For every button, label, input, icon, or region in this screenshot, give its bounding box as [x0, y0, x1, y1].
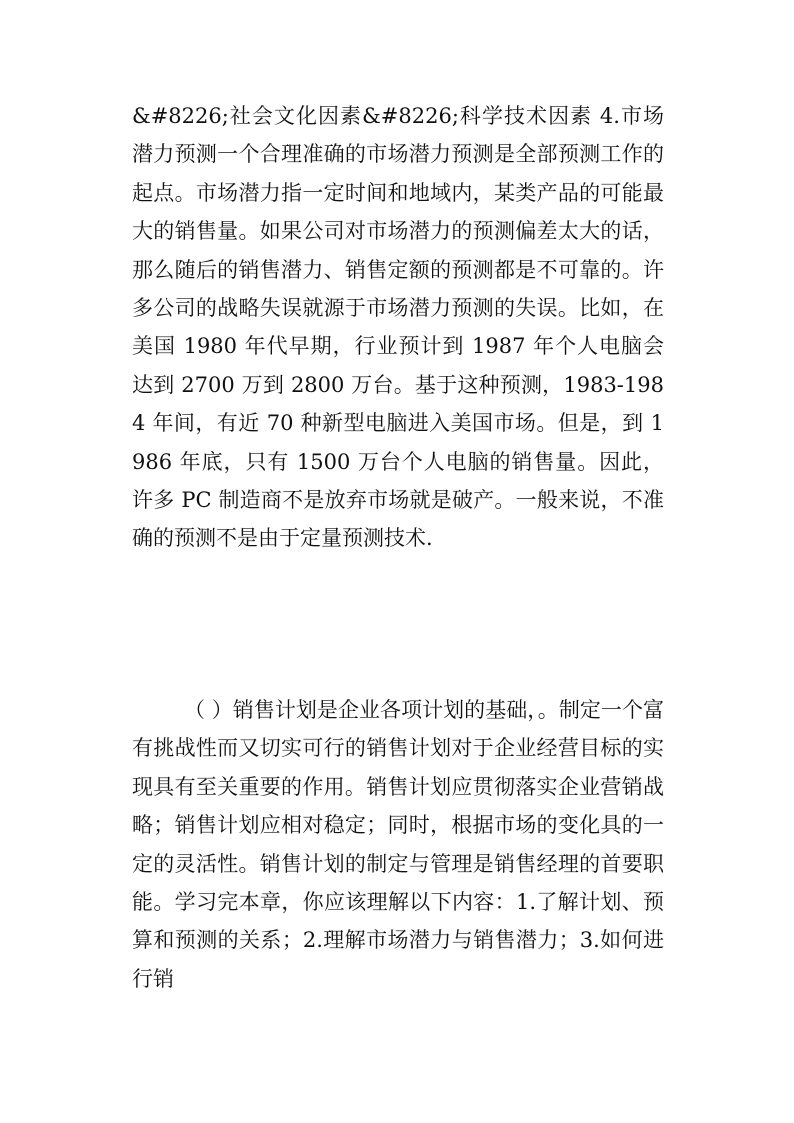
paragraph-market-potential: &#8226;社会文化因素&#8226;科学技术因素 4.市场潜力预测一个合理准确的市场潜力预测是全部预测工作的起点。市场潜力指一定时间和地域内，某类产品的可能最大的销售量。如果公司对市场潜力的预测偏差太大的话，那么随后的销售潜力、销售定额的预测都是不可靠的。许多公司的战略失误就源于市场潜力预测的失误。比如，在美国 1980 年代早期，行业预计到 1987 年个人电脑会达到 2700 万到 2800 万台。基于这种预测，1983-1984 年间，有近 70 种新型电脑进入美国市场。但是，到 1986 年底，只有 1500 万台个人电脑的销售量。因此，许多 PC 制造商不是放弃市场就是破产。一般来说，不准确的预测不是由于定量预测技术. [132, 104, 664, 551]
paragraph-sales-plan: （ ）销售计划是企业各项计划的基础，。制定一个富有挑战性而又切实可行的销售计划对于企业经营目标的实现具有至关重要的作用。销售计划应贯彻落实企业营销战略；销售计划应相对稳定；同时，根据市场的变化具的一定的灵活性。销售计划的制定与管理是销售经理的首要职能。学习完本章，你应该理解以下内容：1.了解计划、预算和预测的关系；2.理解市场潜力与销售潜力；3.如何进行销 [132, 698, 664, 991]
